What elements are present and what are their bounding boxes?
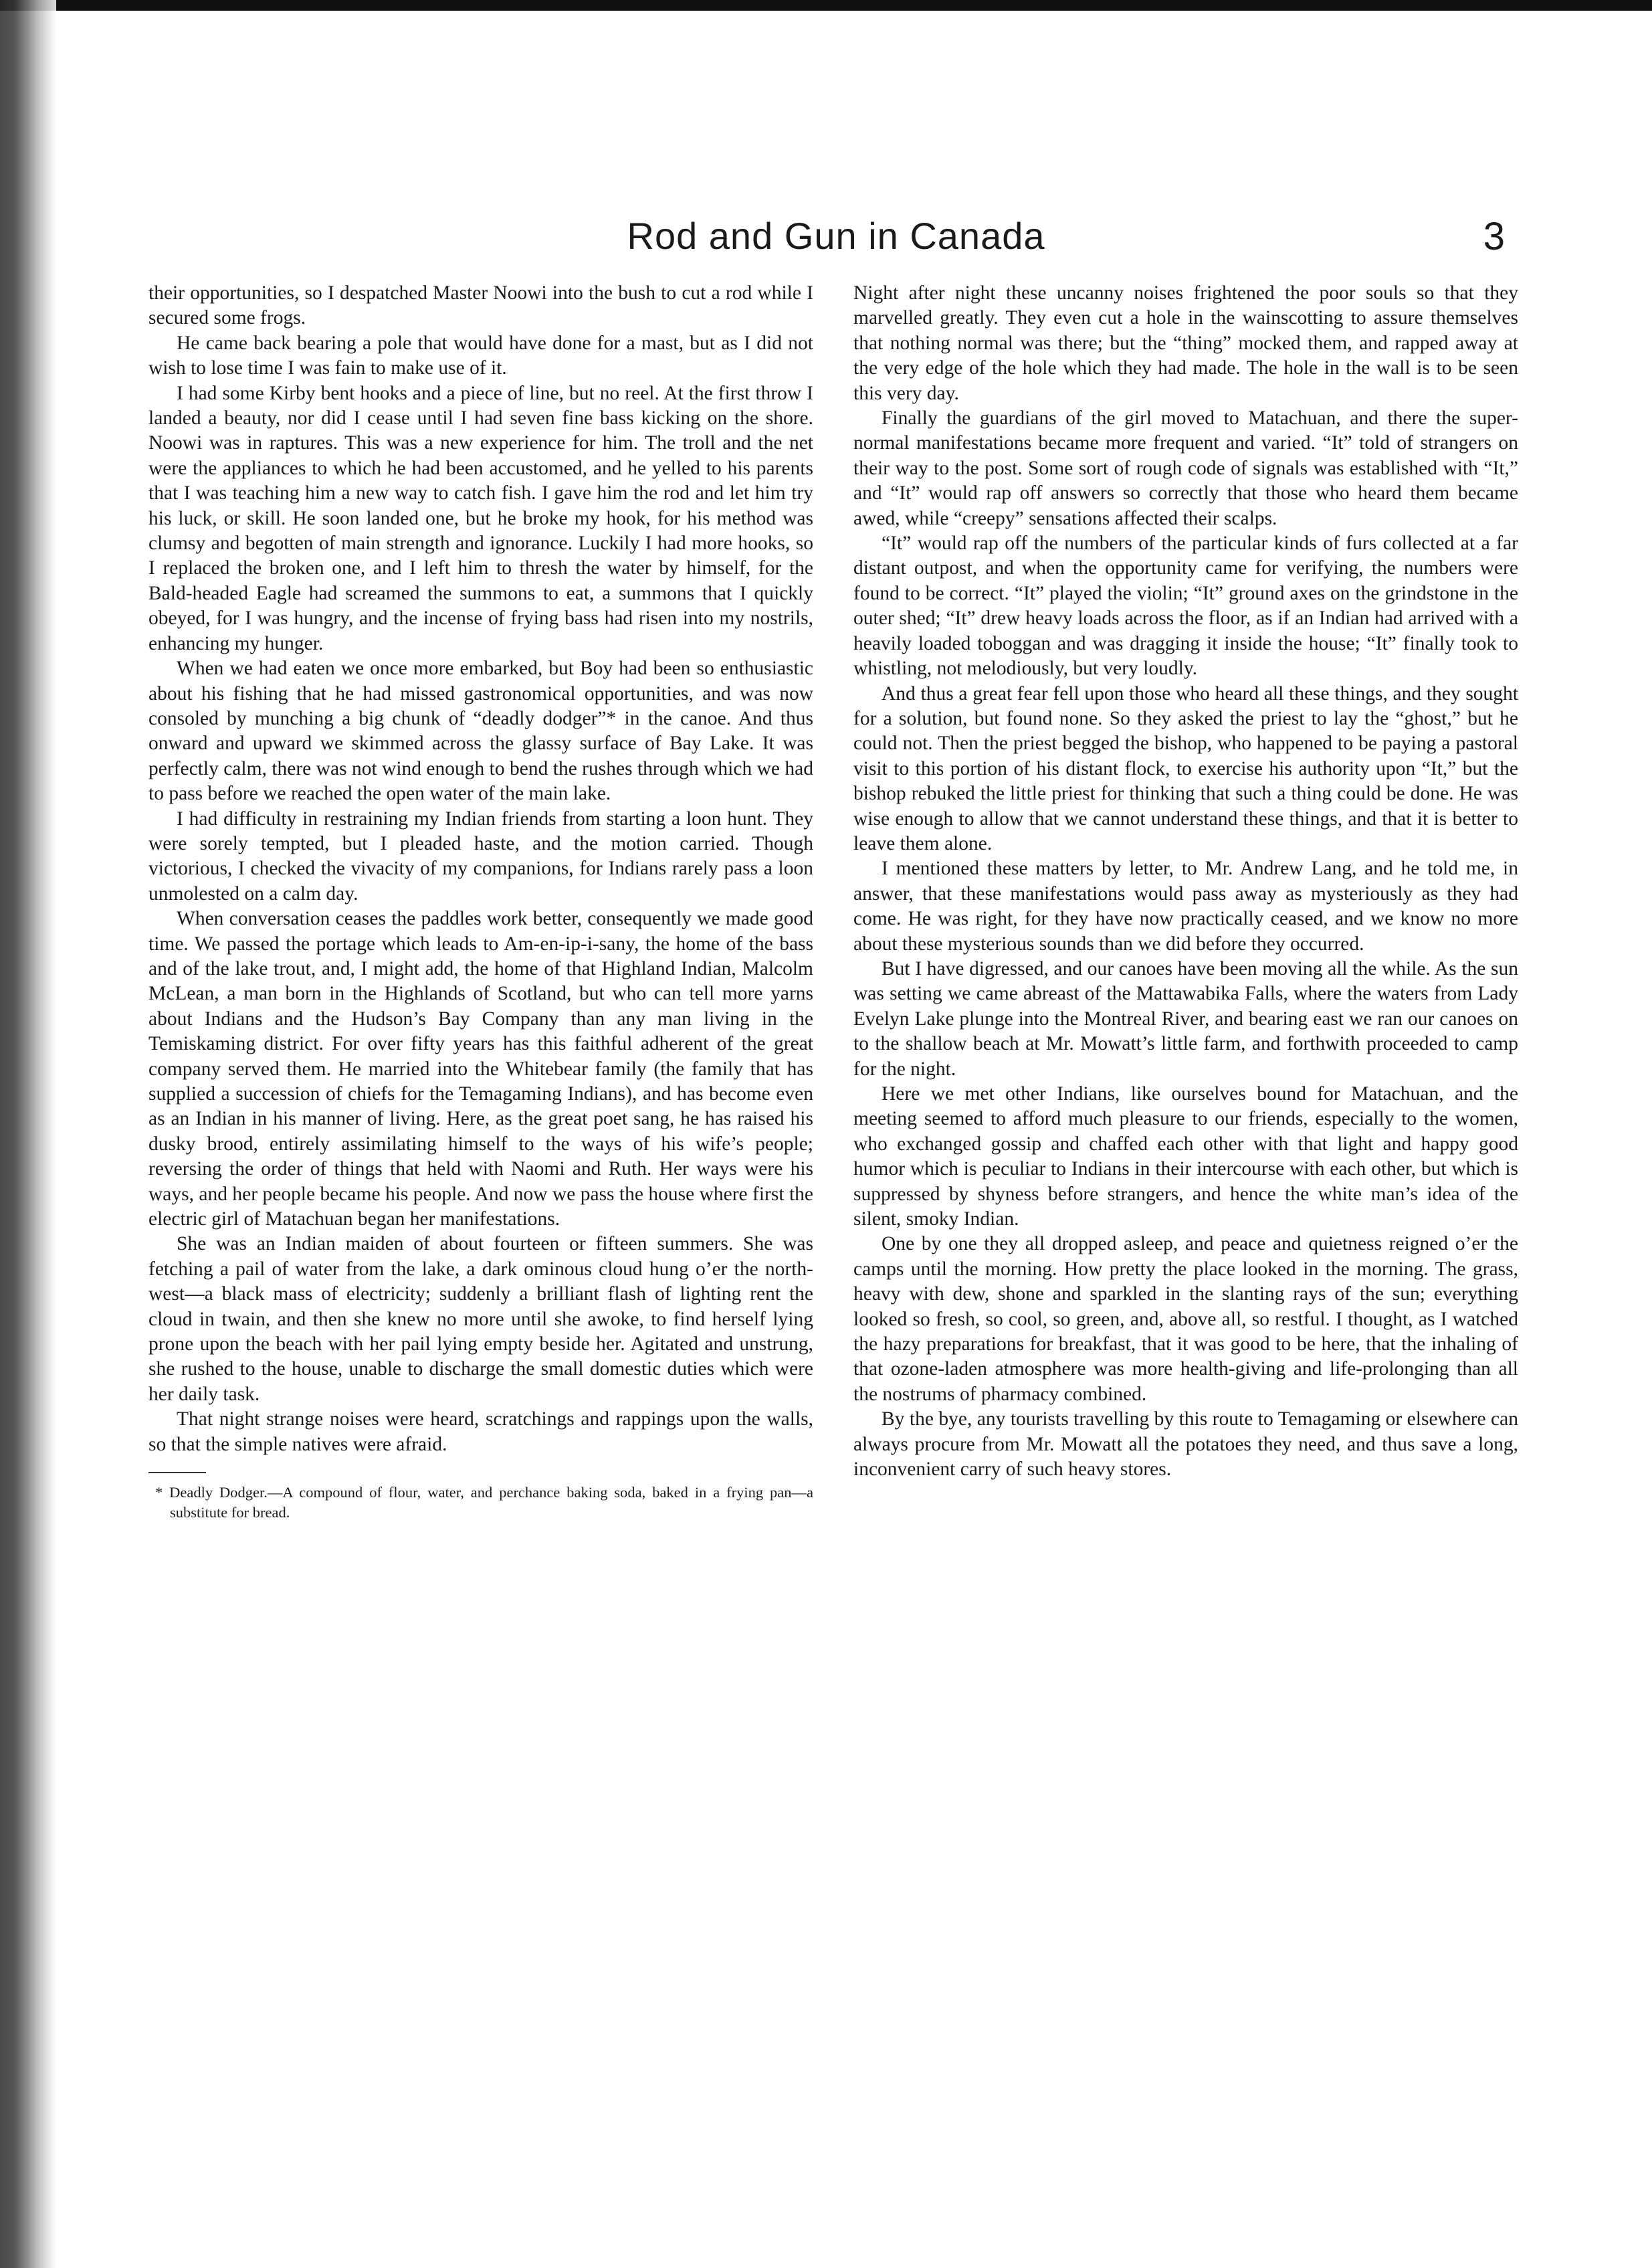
- paragraph: And thus a great fear fell upon those who heard all these things, and they sought for a solution, but found none. So they asked the priest to lay the “ghost,” but he could not. Then the priest begged the bishop, who happened to be paying a pastoral visit to this portion of his distant flock, to exercise his authority upon “It,” but the bishop rebuked the little priest for thinking that such a thing could be done. He was wise enough to allow that we cannot understand these things, and that it is better to leave them alone.: [853, 682, 1518, 854]
- left-column: [148, 281, 813, 1523]
- page-number: 3: [1483, 215, 1505, 258]
- footnote-text: * Deadly Dodger.—A compound of flour, water, and perchance baking soda, baked in a frying pan—a substitute for bread.: [155, 1484, 813, 1521]
- paragraph: But I have digressed, and our canoes have been moving all the while. As the sun was setting we came abreast of the Mattawabika Falls, where the waters from Lady Evelyn Lake plunge into the Montreal River, and bearing east we ran our canoes on to the shallow beach at Mr. Mowatt’s little farm, and forthwith proceeded to camp for the night.: [853, 957, 1518, 1080]
- paragraph: Here we met other Indians, like ourselves bound for Matachuan, and the meeting seemed to afford much pleasure to our friends, especially to the women, who exchanged gossip and chaffed each other with that light and happy good humor which is peculiar to Indians in their intercourse with each other, but which is suppressed by shyness before strangers, and hence the white man’s idea of the silent, smoky Indian.: [853, 1083, 1518, 1230]
- top-border-rule: [0, 0, 1652, 11]
- right-column: [853, 281, 1518, 1483]
- paragraph: He came back bearing a pole that would have done for a mast, but as I did not wish to lose time I was fain to make use of it.: [148, 332, 813, 379]
- running-header: [134, 214, 1538, 274]
- footnote-rule: [148, 1472, 206, 1473]
- paragraph: I had some Kirby bent hooks and a piece of line, but no reel. At the first throw I landed a beauty, nor did I cease until I had seven fine bass kicking on the shore. Noowi was in raptures. This was a new experience for him. The troll and the net were the appliances to which he had been accustomed, and he yelled to his parents that I was teaching him a new way to catch fish. I gave him the rod and let him try his luck, or skill. He soon landed one, but he broke my hook, for his method was clumsy and begotten of main strength and ignorance. Luckily I had more hooks, so I replaced the broken one, and I left him to thresh the water by himself, for the Bald-headed Eagle had screamed the summons to eat, a summons that I quickly obeyed, for I was hungry, and the incense of frying bass had risen into my nostrils, enhancing my hunger.: [148, 382, 813, 654]
- paragraph: She was an Indian maiden of about fourteen or fifteen summers. She was fetching a pail of water from the lake, a dark ominous cloud hung o’er the north-west—a black mass of electricity; suddenly a brilliant flash of lighting rent the cloud in twain, and then she knew no more until she awoke, to find herself lying prone upon the beach with her pail lying empty beside her. Agitated and unstrung, she rushed to the house, unable to discharge the small domestic duties which were her daily task.: [148, 1233, 813, 1405]
- paragraph: When we had eaten we once more embarked, but Boy had been so enthusiastic about his fishing that he had missed gastronomical opportunities, and was now consoled by munching a big chunk of “deadly dodger”* in the canoe. And thus onward and upward we skimmed across the glassy surface of Bay Lake. It was perfectly calm, there was not wind enough to bend the rushes through which we had to pass before we reached the open water of the main lake.: [148, 658, 813, 805]
- paragraph: When conversation ceases the paddles work better, consequently we made good time. We passed the portage which leads to Am-en-ip-i-sany, the home of the bass and of the lake trout, and, I might add, the home of that Highland Indian, Malcolm McLean, a man born in the Highlands of Scotland, but who can tell more yarns about Indians and the Hudson’s Bay Company than any man living in the Temiskaming district. For over fifty years has this faithful adherent of the great company served them. He married into the Whitebear family (the family that has supplied a succession of chiefs for the Temagaming Indians), and has become even as an Indian in his manner of living. Here, as the great poet sang, he has raised his dusky brood, entirely assimilating himself to the ways of his wife’s people; reversing the order of things that held with Naomi and Ruth. Her ways were his ways, and her people became his people. And now we pass the house where first the electric girl of Matachuan began her manifestations.: [148, 908, 813, 1230]
- paragraph: I mentioned these matters by letter, to Mr. Andrew Lang, and he told me, in answer, that these manifestations would pass away as mysteriously as they had come. He was right, for they have now practically ceased, and we know no more about these mysterious sounds than we did before they occurred.: [853, 858, 1518, 955]
- paragraph: Night after night these uncanny noises frightened the poor souls so that they marvelled greatly. They even cut a hole in the wainscotting to assure themselves that nothing normal was there; but the “thing” mocked them, and rapped away at the very edge of the hole which they had made. The hole in the wall is to be seen this very day.: [853, 282, 1518, 404]
- binding-edge-shadow: [0, 0, 56, 2268]
- footnote: [148, 1483, 813, 1523]
- paragraph: Finally the guardians of the girl moved to Matachuan, and there the super-normal manifestations became more frequent and varied. “It” told of strangers on their way to the post. Some sort of rough code of signals was established with “It,” and “It” would rap off answers so correctly that those who heard them became awed, while “creepy” sensations affected their scalps.: [853, 407, 1518, 529]
- paragraph: One by one they all dropped asleep, and peace and quietness reigned o’er the camps until the morning. How pretty the place looked in the morning. The grass, heavy with dew, shone and sparkled in the slanting rays of the sun; everything looked so fresh, so cool, so green, and, above all, so restful. I thought, as I watched the hazy preparations for breakfast, that it was good to be here, that the inhaling of that ozone-laden atmosphere was more health-giving and life-prolonging than all the nostrums of pharmacy combined.: [853, 1233, 1518, 1405]
- paragraph: That night strange noises were heard, scratchings and rappings upon the walls, so that the simple natives were afraid.: [148, 1408, 813, 1455]
- paragraph: I had difficulty in restraining my Indian friends from starting a loon hunt. They were sorely tempted, but I pleaded haste, and the motion carried. Though victorious, I checked the vivacity of my companions, for Indians rarely pass a loon unmolested on a calm day.: [148, 808, 813, 905]
- running-title: Rod and Gun in Canada: [627, 215, 1045, 257]
- paragraph: By the bye, any tourists travelling by this route to Temagaming or elsewhere can always procure from Mr. Mowatt all the potatoes they need, and thus save a long, inconvenient carry of such heavy stores.: [853, 1408, 1518, 1481]
- paragraph: their opportunities, so I despatched Master Noowi into the bush to cut a rod while I secured some frogs.: [148, 282, 813, 329]
- paragraph: “It” would rap off the numbers of the particular kinds of furs collected at a far distant outpost, and when the opportunity came for verifying, the numbers were found to be correct. “It” played the violin; “It” ground axes on the grindstone in the outer shed; “It” drew heavy loads across the floor, as if an Indian had arrived with a heavily loaded toboggan and was dragging it inside the house; “It” finally took to whistling, not melodiously, but very loudly.: [853, 533, 1518, 680]
